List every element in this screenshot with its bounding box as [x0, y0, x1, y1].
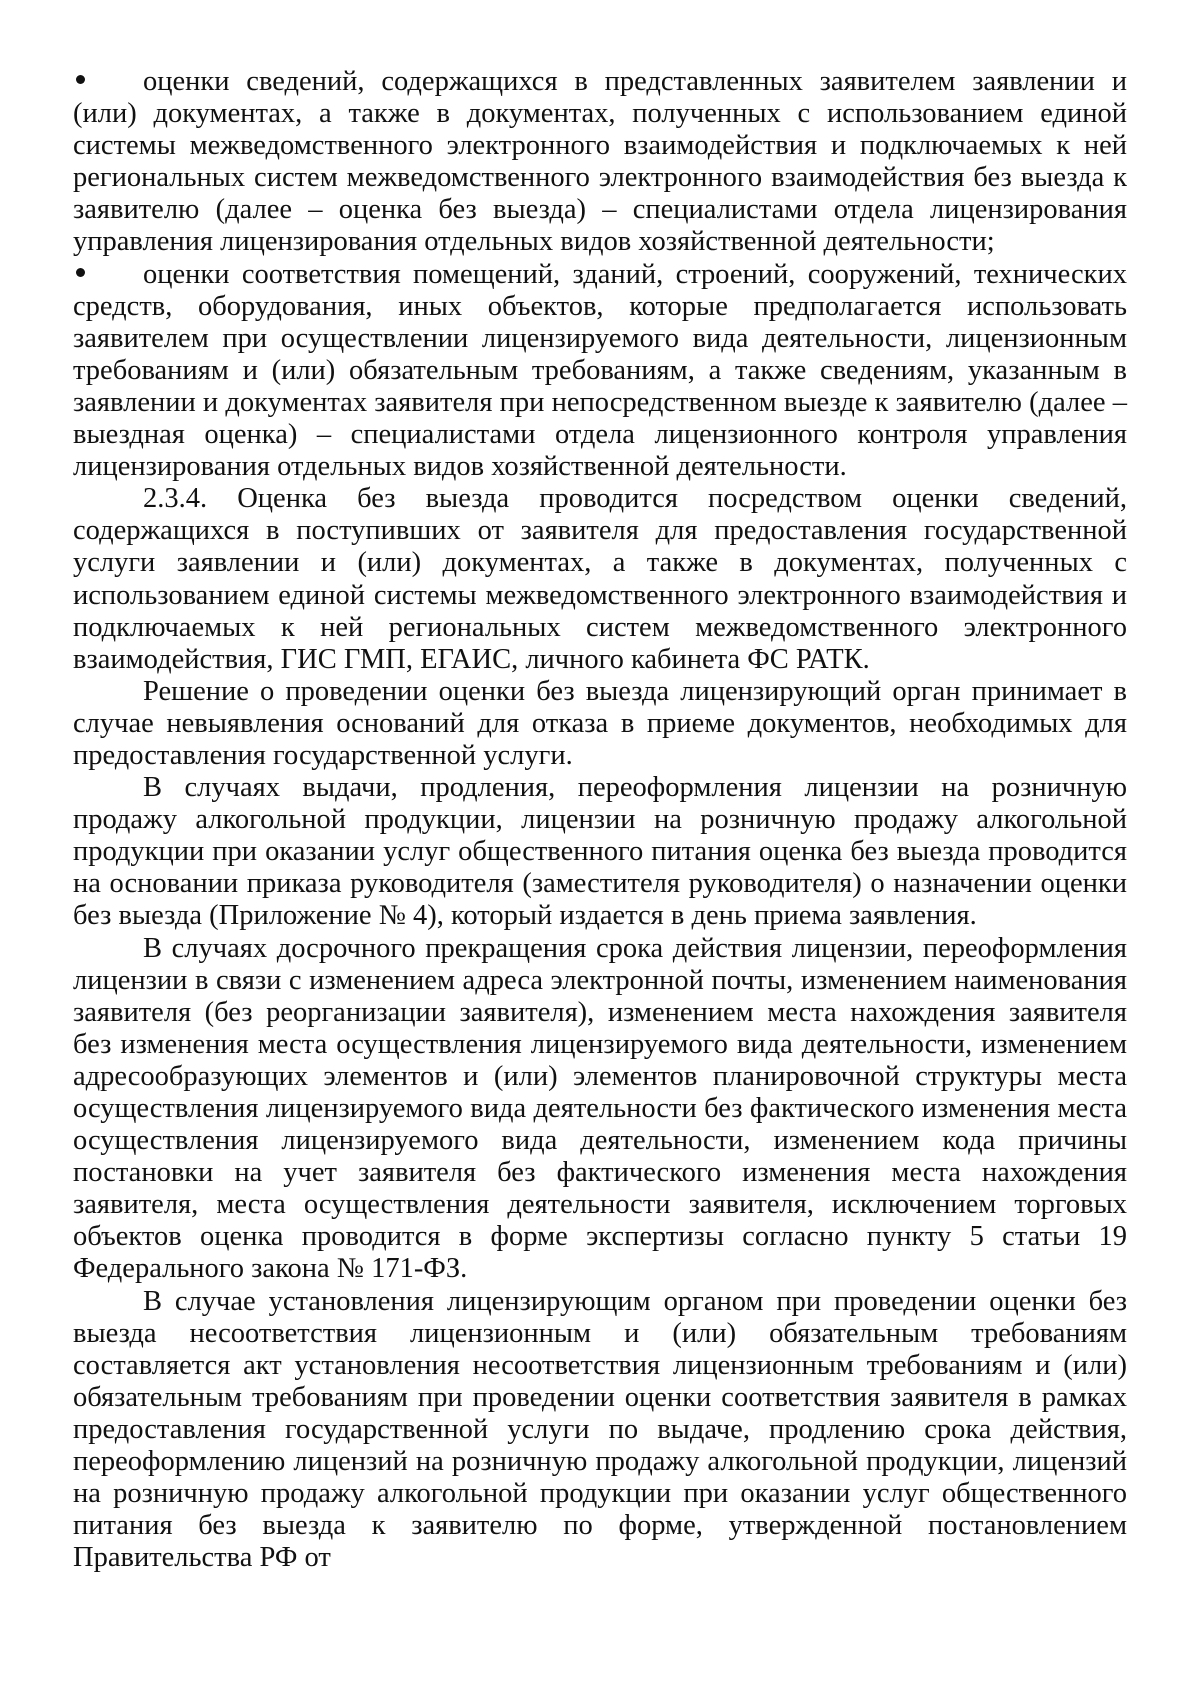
bullet-dot-icon — [76, 268, 85, 277]
bullet-dot-icon — [76, 75, 85, 84]
paragraph-decision: Решение о проведении оценки без выезда лицензирующий орган принимает в случае невыявления оснований для отказа в приеме документов, необходимых для предоставления государственной услуги. — [73, 675, 1127, 771]
document-page — [73, 66, 1127, 1574]
bullet-marker — [73, 66, 143, 98]
bullet-item — [73, 66, 1127, 259]
paragraph-early-termination-cases: В случаях досрочного прекращения срока действия лицензии, переоформления лицензии в связи с изменением адреса электронной почты, изменением наименования заявителя (без реорганизации заявителя), изменением места нахождения заявителя без изменения места осуществления лицензируемого вида деятельности, изменением адресообразующих элементов и (или) элементов планировочной структуры места осуществления лицензируемого вида деятельности без фактического изменения места осуществления лицензируемого вида деятельности, изменением кода причины постановки на учет заявителя без фактического изменения места нахождения заявителя, места осуществления деятельности заявителя, исключением торговых объектов оценка проводится в форме экспертизы согласно пункту 5 статьи 19 Федерального закона № 171-ФЗ. — [73, 932, 1127, 1285]
paragraph-issuance-cases: В случаях выдачи, продления, переоформления лицензии на розничную продажу алкогольной продукции, лицензии на розничную продажу алкогольной продукции при оказании услуг общественного питания оценка без выезда проводится на основании приказа руководителя (заместителя руководителя) о назначении оценки без выезда (Приложение № 4), который издается в день приема заявления. — [73, 772, 1127, 932]
bullet-text: оценки сведений, содержащихся в представленных заявителем заявлении и (или) документах, а также в документах, полученных с использованием единой системы межведомственного электронного взаимодействия и подключаемых к ней региональных систем межведомственного электронного взаимодействия без выезда к заявителю (далее – оценка без выезда) – специалистами отдела лицензирования управления лицензирования отдельных видов хозяйственной деятельности; — [73, 66, 1127, 258]
paragraph-2-3-4: 2.3.4. Оценка без выезда проводится посредством оценки сведений, содержащихся в поступивших от заявителя для предоставления государственной услуги заявлении и (или) документах, а также в документах, полученных с использованием единой системы межведомственного электронного взаимодействия и подключаемых к ней региональных систем межведомственного электронного взаимодействия, ГИС ГМП, ЕГАИС, личного кабинета ФС РАТК. — [73, 483, 1127, 675]
bullet-item — [73, 259, 1127, 484]
paragraph-nonconformity: В случае установления лицензирующим органом при проведении оценки без выезда несоответствия лицензионным и (или) обязательным требованиям составляется акт установления несоответствия лицензионным требованиям и (или) обязательным требованиям при проведении оценки соответствия заявителя в рамках предоставления государственной услуги по выдаче, продлению срока действия, переоформлению лицензий на розничную продажу алкогольной продукции, лицензий на розничную продажу алкогольной продукции при оказании услуг общественного питания без выезда к заявителю по форме, утвержденной постановлением Правительства РФ от — [73, 1285, 1127, 1574]
bullet-text: оценки соответствия помещений, зданий, строений, сооружений, технических средств, оборудования, иных объектов, которые предполагается использовать заявителем при осуществлении лицензируемого вида деятельности, лицензионным требованиям и (или) обязательным требованиям, а также сведениям, указанным в заявлении и документах заявителя при непосредственном выезде к заявителю (далее – выездная оценка) – специалистами отдела лицензионного контроля управления лицензирования отдельных видов хозяйственной деятельности. — [73, 258, 1127, 483]
bullet-marker — [73, 259, 143, 291]
